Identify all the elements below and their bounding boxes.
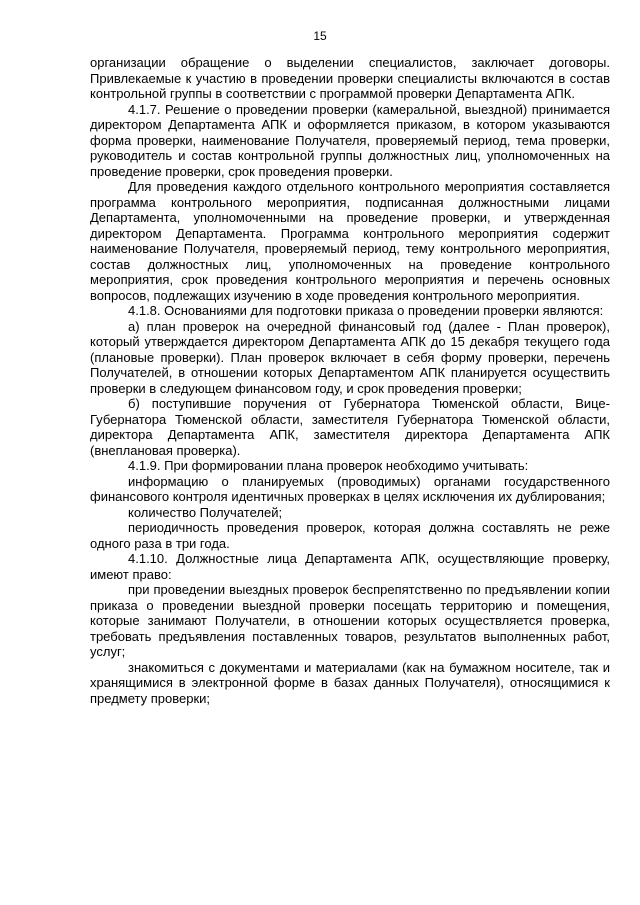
paragraph-4-1-10: 4.1.10. Должностные лица Департамента АПК, осуществляющие проверку, имеют право:	[90, 551, 610, 582]
paragraph-on-site: при проведении выездных проверок беспрепятственно по предъявлении копии приказа о проведении выездной проверки посещать территорию и помещения, которые занимают Получатели, в отношении которых осуществляется проверка, требовать предъявления поставленных товаров, результатов выполненных работ, услуг;	[90, 582, 610, 659]
paragraph-info: информацию о планируемых (проводимых) органами государственного финансового контроля идентичных проверках в целях исключения их дублирования;	[90, 473, 610, 504]
paragraph-program: Для проведения каждого отдельного контрольного мероприятия составляется программа контрольного мероприятия, подписанная должностными лицами Департамента, уполномоченными на проведение проверки, и утвержденная директором Департамента. Программа контрольного мероприятия содержит наименование Получателя, проверяемый период, тему контрольного мероприятия, состав должностных лиц, уполномоченных на проведение контрольного мероприятия, срок проведения контрольного мероприятия и перечень основных вопросов, подлежащих изучению в ходе проведения контрольного мероприятия.	[90, 179, 610, 303]
paragraph-item-b: б) поступившие поручения от Губернатора Тюменской области, Вице-Губернатора Тюменской области, заместителя Губернатора Тюменской области, директора Департамента АПК, заместителя директора Департамента АПК (внеплановая проверка).	[90, 396, 610, 458]
page-number: 15	[313, 29, 327, 43]
paragraph-count: количество Получателей;	[128, 504, 283, 520]
paragraph-continuation: организации обращение о выделении специалистов, заключает договоры. Привлекаемые к участию в проведении проверки специалисты включаются в состав контрольной группы в соответствии с программой проверки Департамента АПК.	[90, 55, 610, 101]
paragraph-periodicity: периодичность проведения проверок, которая должна составлять не реже одного раза в три года.	[90, 520, 610, 551]
paragraph-4-1-8: 4.1.8. Основаниями для подготовки приказа о проведении проверки являются:	[128, 303, 604, 318]
paragraph-4-1-9: 4.1.9. При формировании плана проверок необходимо учитывать:	[128, 458, 529, 473]
paragraph-item-a: а) план проверок на очередной финансовый год (далее - План проверок), который утверждается директором Департамента АПК до 15 декабря текущего года (плановые проверки). План проверок включает в себя форму проверки, перечень Получателей, в отношении которых Департаментом АПК планируется осуществить проверки в следующем финансовом году, и срок проведения проверки;	[90, 318, 610, 396]
document-body	[90, 55, 610, 706]
paragraph-4-1-7: 4.1.7. Решение о проведении проверки (камеральной, выездной) принимается директором Департамента АПК и оформляется приказом, в котором указываются форма проверки, наименование Получателя, проверяемый период, тема проверки, руководитель и состав контрольной группы должностных лиц, уполномоченных на проведение проверки, срок проведения проверки.	[90, 101, 610, 179]
paragraph-documents: знакомиться с документами и материалами (как на бумажном носителе, так и хранящимися в электронной форме в базах данных Получателя), относящимися к предмету проверки;	[90, 659, 610, 706]
